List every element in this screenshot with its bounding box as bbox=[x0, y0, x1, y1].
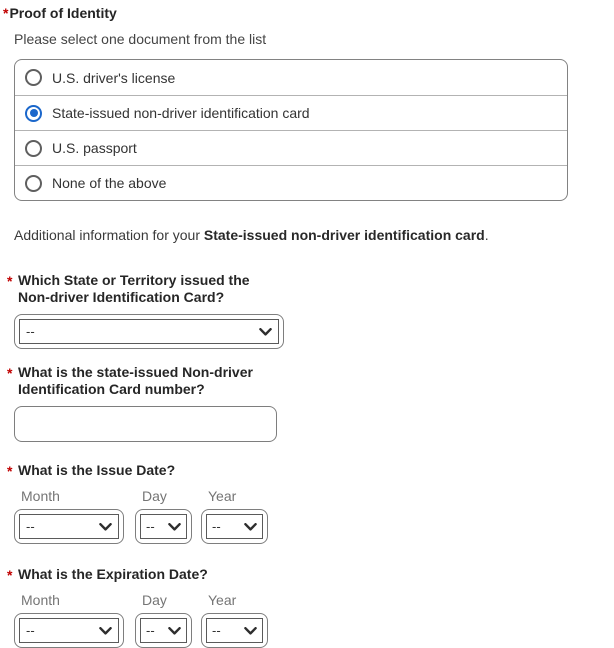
radio-option-us-passport[interactable] bbox=[15, 130, 567, 165]
page-title-text: Proof of Identity bbox=[9, 5, 117, 21]
state-territory-question bbox=[7, 272, 614, 306]
chevron-down-icon bbox=[99, 627, 112, 635]
radio-option-none-of-the-above[interactable] bbox=[15, 165, 567, 200]
list-instruction: Please select one document from the list bbox=[14, 31, 267, 47]
selected-value: -- bbox=[146, 519, 155, 534]
issue-date-year-select[interactable] bbox=[201, 509, 268, 544]
option-label: None of the above bbox=[52, 175, 167, 191]
selected-value: -- bbox=[26, 519, 35, 534]
question-label: Which State or Territory issued the Non-driver Identification Card? bbox=[18, 272, 250, 305]
selected-value: -- bbox=[146, 623, 155, 638]
option-label: U.S. passport bbox=[52, 140, 137, 156]
radio-option-state-issued-id-card[interactable] bbox=[15, 95, 567, 130]
year-label: Year bbox=[208, 592, 237, 608]
additional-info-prefix: Additional information for your bbox=[14, 227, 204, 243]
question-label: What is the state-issued Non-driver Identification Card number? bbox=[18, 364, 253, 397]
card-number-question bbox=[7, 364, 614, 398]
radio-button-icon[interactable] bbox=[25, 69, 42, 86]
issue-date-day-select[interactable] bbox=[135, 509, 192, 544]
issue-date-day-select-box[interactable] bbox=[140, 514, 187, 539]
expiration-date-group bbox=[7, 566, 614, 648]
issue-date-month-select[interactable] bbox=[14, 509, 124, 544]
chevron-down-icon bbox=[168, 523, 181, 531]
chevron-down-icon bbox=[244, 523, 257, 531]
required-asterisk: * bbox=[7, 365, 13, 381]
selected-value: -- bbox=[212, 519, 221, 534]
required-asterisk: * bbox=[3, 5, 9, 21]
day-label: Day bbox=[142, 488, 167, 504]
month-label: Month bbox=[21, 488, 60, 504]
required-asterisk: * bbox=[7, 463, 13, 479]
question-label: What is the Issue Date? bbox=[18, 462, 176, 478]
selected-value: -- bbox=[26, 324, 35, 339]
radio-button-selected-icon[interactable] bbox=[25, 105, 42, 122]
selected-value: -- bbox=[26, 623, 35, 638]
selected-value: -- bbox=[212, 623, 221, 638]
chevron-down-icon bbox=[168, 627, 181, 635]
issue-date-question bbox=[7, 462, 614, 480]
radio-button-icon[interactable] bbox=[25, 175, 42, 192]
page-title bbox=[3, 5, 614, 22]
additional-info-suffix: . bbox=[484, 227, 489, 243]
option-label: U.S. driver's license bbox=[52, 69, 176, 86]
expiration-date-month-select-box[interactable] bbox=[19, 618, 119, 643]
additional-info-document-name: State-issued non-driver identification card bbox=[203, 227, 485, 243]
document-options-list bbox=[14, 59, 568, 201]
chevron-down-icon bbox=[99, 523, 112, 531]
required-asterisk: * bbox=[7, 567, 13, 583]
state-territory-select[interactable] bbox=[14, 314, 284, 349]
issue-date-month-select-box[interactable] bbox=[19, 514, 119, 539]
expiration-date-question bbox=[7, 566, 614, 584]
additional-info-text bbox=[14, 227, 614, 243]
state-territory-select-box[interactable] bbox=[19, 319, 279, 344]
chevron-down-icon bbox=[259, 328, 272, 336]
expiration-date-year-select-box[interactable] bbox=[206, 618, 263, 643]
issue-date-group bbox=[7, 462, 614, 544]
option-label: State-issued non-driver identification card bbox=[52, 105, 310, 121]
issue-date-year-select-box[interactable] bbox=[206, 514, 263, 539]
month-label: Month bbox=[21, 592, 60, 608]
radio-option-us-drivers-license[interactable] bbox=[15, 60, 567, 95]
chevron-down-icon bbox=[244, 627, 257, 635]
question-label: What is the Expiration Date? bbox=[18, 566, 208, 582]
card-number-input[interactable] bbox=[14, 406, 277, 442]
required-asterisk: * bbox=[7, 273, 13, 289]
day-label: Day bbox=[142, 592, 167, 608]
radio-button-icon[interactable] bbox=[25, 140, 42, 157]
year-label: Year bbox=[208, 488, 237, 504]
expiration-date-day-select-box[interactable] bbox=[140, 618, 187, 643]
